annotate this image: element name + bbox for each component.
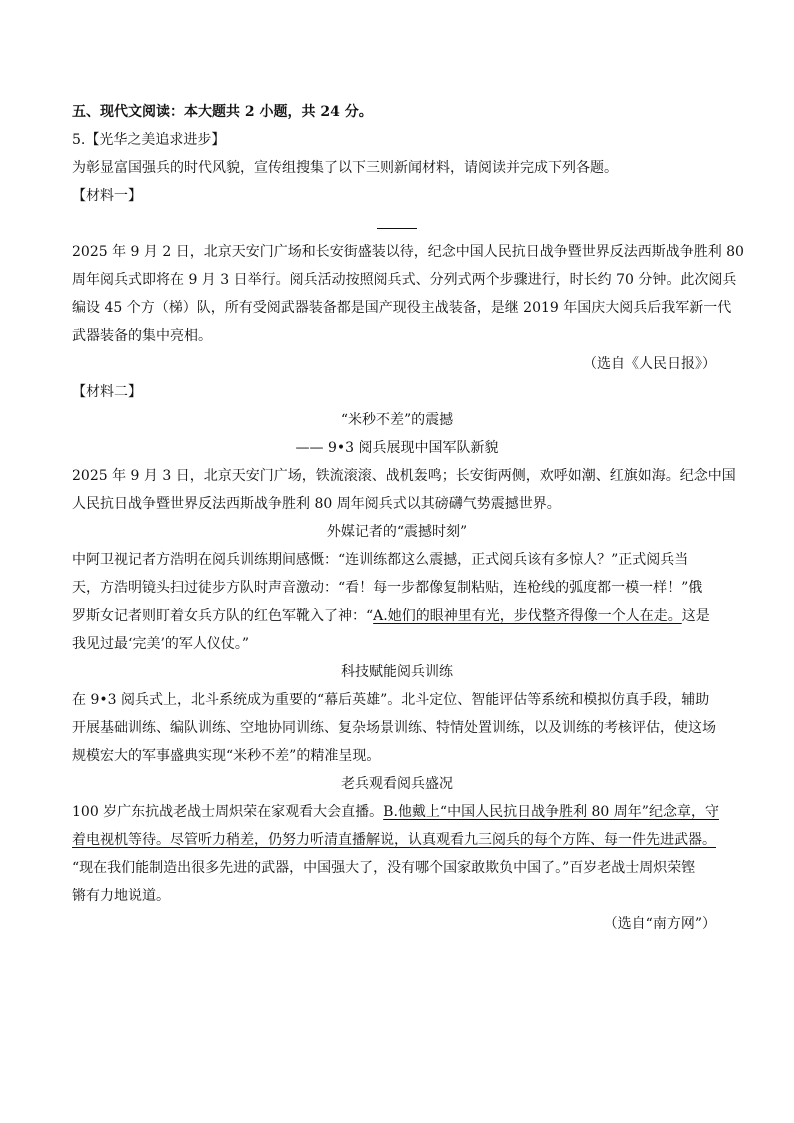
exam-page <box>72 98 744 938</box>
sub2-line: 在 9•3 阅兵式上，北斗系统成为重要的“幕后英雄”。北斗定位、智能评估等系统和模拟仿真手段，辅助 <box>72 692 710 708</box>
material2-title: “米秒不差”的震撼 <box>340 412 454 428</box>
material1-body <box>72 238 744 350</box>
section-heading-bold: 本大题共 2 小题，共 24 分。 <box>184 104 373 120</box>
question-title: 5.【光华之美追求进步】 <box>72 132 226 148</box>
material2-intro-line: 人民抗日战争暨世界反法西斯战争胜利 80 周年阅兵式以其磅礴气势震撼世界。 <box>72 496 561 512</box>
sub3-line: “现在我们能制造出很多先进的武器，中国强大了，没有哪个国家敢欺负中国了。”百岁老战士周炽荣铿 <box>72 860 696 876</box>
section-heading <box>72 98 722 126</box>
underlined-sentence-b: B.他戴上“中国人民抗日战争胜利 80 周年”纪念章，守 <box>383 804 719 820</box>
material2-intro-line: 2025 年 9 月 3 日，北京天安门广场，铁流滚滚、战机轰鸣；长安街两侧，欢呼如潮、红旗如海。纪念中国 <box>72 468 736 484</box>
section-heading-prefix: 五、现代文阅读： <box>72 104 184 120</box>
underlined-sentence-b-cont: 着电视机等待。尽管听力稍差，仍努力听清直播解说，认真观看九三阅兵的每个方阵、每一件先进武器。 <box>72 832 716 848</box>
sub1-line: 中阿卫视记者方浩明在阅兵训练期间感慨：“连训练都这么震撼，正式阅兵该有多惊人？”正式阅兵当 <box>72 552 689 568</box>
sub3-heading: 老兵观看阅兵盛况 <box>341 776 453 792</box>
sub1-line3-post: 这是 <box>681 608 710 624</box>
material1-label: 【材料一】 <box>72 188 142 204</box>
sub1-line3-pre: 罗斯女记者则盯着女兵方队的红色军靴入了神：“ <box>72 608 374 624</box>
material2-subtitle: —— 9•3 阅兵展现中国军队新貌 <box>295 440 499 456</box>
sub1-line: 天，方浩明镜头扫过徒步方队时声音激动：“看！每一步都像复制粘贴，连枪线的弧度都一模一样！”俄 <box>72 580 703 596</box>
material2-label: 【材料二】 <box>72 384 142 400</box>
sub3-line <box>72 826 722 854</box>
material1-line: 编设 45 个方（梯）队，所有受阅武器装备都是国产现役主战装备，是继 2019 年国庆大阅兵后我军新一代 <box>72 300 732 316</box>
sub3-line: 锵有力地说道。 <box>72 888 170 904</box>
sub1-line <box>72 602 722 630</box>
sub3-line <box>72 798 722 826</box>
sub1-heading: 外媒记者的“震撼时刻” <box>326 524 468 540</box>
material1-line: 武器装备的集中亮相。 <box>72 328 212 344</box>
sub2-heading: 科技赋能阅兵训练 <box>341 664 453 680</box>
sub1-line: 我见过最‘完美’的军人仪仗。” <box>72 636 250 652</box>
sub3-line1-pre: 100 岁广东抗战老战士周炽荣在家观看大会直播。 <box>72 804 384 820</box>
material2-source: （选自“南方网”） <box>603 916 716 932</box>
underlined-sentence-a: A.她们的眼神里有光，步伐整齐得像一个人在走。 <box>373 608 682 624</box>
sub2-line: 开展基础训练、编队训练、空地协同训练、复杂场景训练、特情处置训练，以及训练的考核评估，使这场 <box>72 720 716 736</box>
material1-line: 2025 年 9 月 2 日，北京天安门广场和长安街盛装以待，纪念中国人民抗日战争暨世界反法西斯战争胜利 80 <box>72 244 744 260</box>
question-intro: 为彰显富国强兵的时代风貌，宣传组搜集了以下三则新闻材料，请阅读并完成下列各题。 <box>72 160 618 176</box>
material1-title-blank <box>72 210 722 238</box>
material1-line: 周年阅兵式即将在 9 月 3 日举行。阅兵活动按照阅兵式、分列式两个步骤进行，时长约 70 分钟。此次阅兵 <box>72 272 737 288</box>
sub2-line: 规模宏大的军事盛典实现“米秒不差”的精准呈现。 <box>72 748 381 764</box>
blank-title-line <box>377 228 417 229</box>
material1-source: （选自《人民日报》） <box>583 356 716 372</box>
